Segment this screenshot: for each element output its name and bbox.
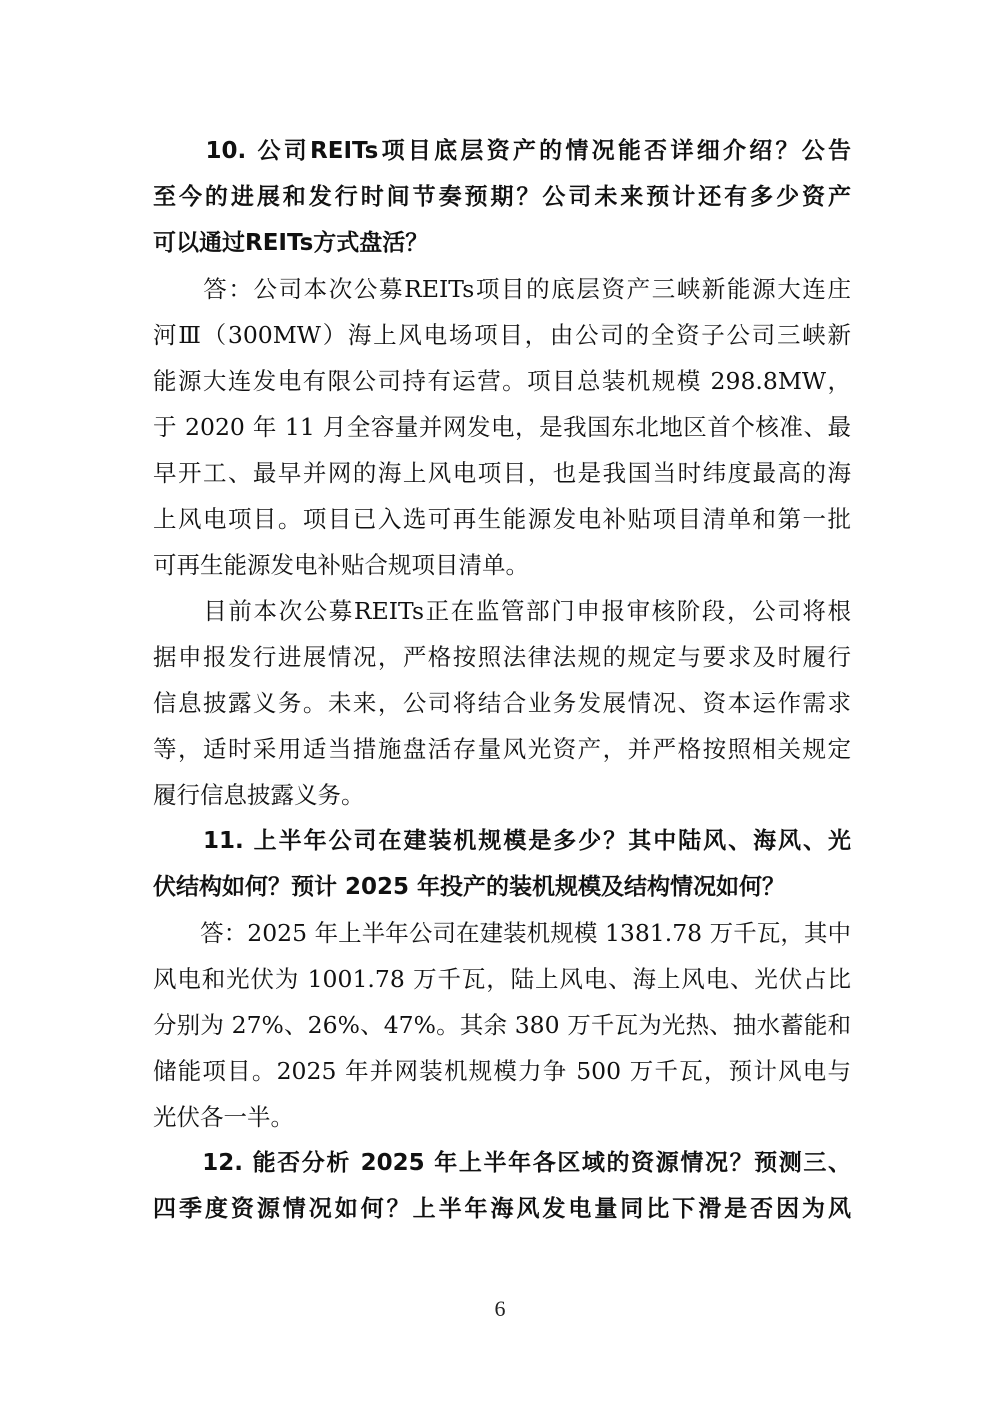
question-11 [153, 818, 851, 910]
answer-11-line-3: 分别为 27%、26%、47%。其余 380 万千瓦为光热、抽水蓄能和 [153, 1011, 851, 1039]
question-10-line-2: 至今的进展和发行时间节奏预期？公司未来预计还有多少资产 [153, 184, 851, 210]
answer-10-p2-line-5: 履行信息披露义务。 [153, 781, 365, 809]
answer-10-p1-line-1: 答：公司本次公募REITs项目的底层资产三峡新能源大连庄 [153, 275, 851, 303]
answer-10-p2-line-2: 据申报发行进展情况，严格按照法律法规的规定与要求及时履行 [153, 643, 851, 671]
answer-11-line-2: 风电和光伏为 1001.78 万千瓦，陆上风电、海上风电、光伏占比 [153, 965, 851, 993]
page-content [153, 128, 851, 1232]
question-11-line-1: 11. 上半年公司在建装机规模是多少？其中陆风、海风、光 [153, 828, 851, 854]
answer-10-paragraph-2 [153, 588, 851, 818]
answer-11-line-1: 答：2025 年上半年公司在建装机规模 1381.78 万千瓦，其中 [153, 919, 851, 947]
question-11-line-2: 伏结构如何？预计 2025 年投产的装机规模及结构情况如何？ [153, 874, 786, 900]
page-number: 6 [494, 1296, 506, 1321]
question-10-line-1: 10. 公司REITs项目底层资产的情况能否详细介绍？公告 [153, 138, 851, 164]
answer-10-p1-line-5: 早开工、最早并网的海上风电项目，也是我国当时纬度最高的海 [153, 459, 851, 487]
answer-10-p2-line-3: 信息披露义务。未来，公司将结合业务发展情况、资本运作需求 [153, 689, 851, 717]
question-12 [153, 1140, 851, 1232]
question-12-line-1: 12. 能否分析 2025 年上半年各区域的资源情况？预测三、 [153, 1150, 851, 1176]
answer-10-p1-line-6: 上风电项目。项目已入选可再生能源发电补贴项目清单和第一批 [153, 505, 851, 533]
answer-10-p2-line-4: 等，适时采用适当措施盘活存量风光资产，并严格按照相关规定 [153, 735, 851, 763]
answer-10-p1-line-3: 能源大连发电有限公司持有运营。项目总装机规模 298.8MW， [153, 367, 851, 395]
answer-11-line-5: 光伏各一半。 [153, 1103, 294, 1131]
answer-10-p1-line-4: 于 2020 年 11 月全容量并网发电，是我国东北地区首个核准、最 [153, 413, 851, 441]
answer-10-p1-line-7: 可再生能源发电补贴合规项目清单。 [153, 551, 529, 579]
question-10-line-3: 可以通过REITs方式盘活？ [153, 230, 429, 256]
question-12-line-2: 四季度资源情况如何？上半年海风发电量同比下滑是否因为风 [153, 1196, 851, 1222]
answer-10-paragraph-1 [153, 266, 851, 588]
answer-11 [153, 910, 851, 1140]
question-10 [153, 128, 851, 266]
answer-10-p2-line-1: 目前本次公募REITs正在监管部门申报审核阶段，公司将根 [153, 597, 851, 625]
answer-11-line-4: 储能项目。2025 年并网装机规模力争 500 万千瓦，预计风电与 [153, 1057, 851, 1085]
answer-10-p1-line-2: 河Ⅲ（300MW）海上风电场项目，由公司的全资子公司三峡新 [153, 321, 851, 349]
